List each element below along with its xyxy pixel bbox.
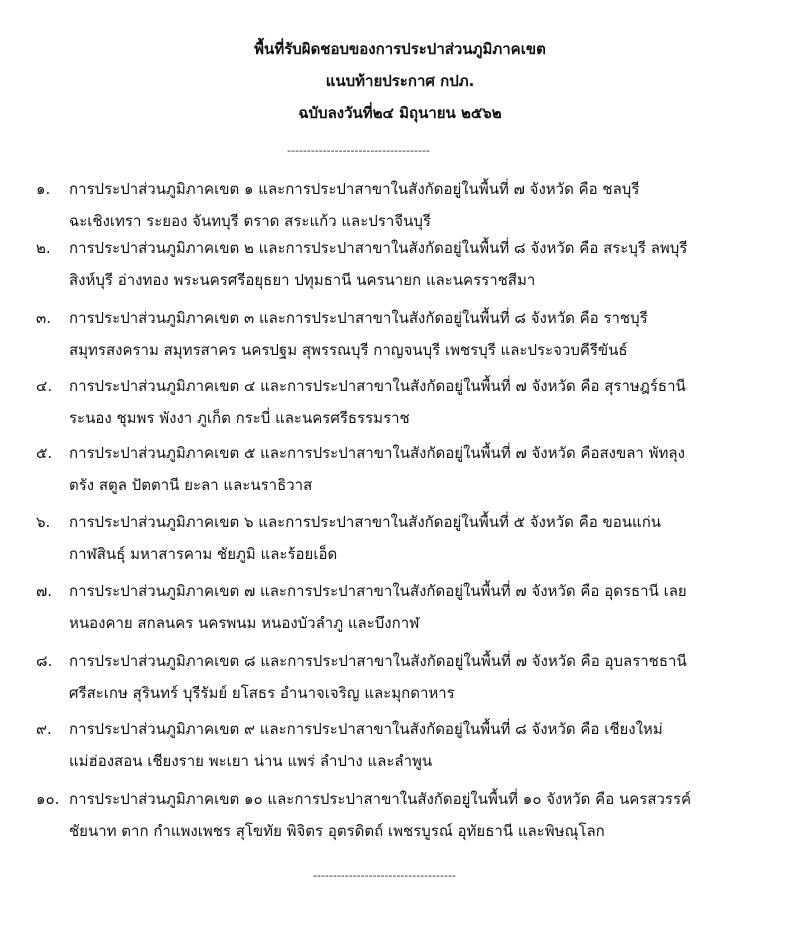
item-number: ๔. [36, 377, 53, 395]
title-line-1: พื้นที่รับผิดชอบของการประปาส่วนภูมิภาคเขต [254, 40, 546, 58]
item-line-2: หนองคาย สกลนคร นครพนม หนองบัวลำภู และบึงกาฬ [69, 614, 420, 632]
item-number: ๖. [36, 513, 51, 531]
item-line-1: การประปาส่วนภูมิภาคเขต ๗ และการประปาสาขาในสังกัดอยู่ในพื้นที่ ๗ จังหวัด คือ อุดรธานี เลย [69, 582, 687, 600]
item-line-1: การประปาส่วนภูมิภาคเขต ๘ และการประปาสาขาในสังกัดอยู่ในพื้นที่ ๗ จังหวัด คือ อุบลราชธานี [69, 652, 687, 670]
item-line-2: ตรัง สตูล ปัตตานี ยะลา และนราธิวาส [69, 476, 313, 494]
item-line-1: การประปาส่วนภูมิภาคเขต ๓ และการประปาสาขาในสังกัดอยู่ในพื้นที่ ๘ จังหวัด คือ ราชบุรี [69, 309, 648, 327]
item-line-2: ชัยนาท ตาก กำแพงเพชร สุโขทัย พิจิตร อุตรดิตถ์ เพชรบูรณ์ อุทัยธานี และพิษณุโลก [69, 822, 605, 840]
item-number: ๕. [36, 444, 53, 462]
item-number: ๙. [36, 720, 52, 738]
item-line-1: การประปาส่วนภูมิภาคเขต ๔ และการประปาสาขาในสังกัดอยู่ในพื้นที่ ๗ จังหวัด คือ สุราษฎร์ธานี [69, 377, 686, 395]
item-number: ๗. [36, 582, 53, 600]
item-number: ๓. [36, 309, 52, 327]
item-line-1: การประปาส่วนภูมิภาคเขต ๕ และการประปาสาขาในสังกัดอยู่ในพื้นที่ ๗ จังหวัด คือสงขลา พัทลุง [69, 444, 685, 462]
item-line-2: ฉะเชิงเทรา ระยอง จันทบุรี ตราด สระแก้ว และปราจีนบุรี [69, 212, 431, 230]
item-line-2: ศรีสะเกษ สุรินทร์ บุรีรัมย์ ยโสธร อำนาจเจริญ และมุกดาหาร [69, 684, 455, 702]
item-line-1: การประปาส่วนภูมิภาคเขต ๙ และการประปาสาขาในสังกัดอยู่ในพื้นที่ ๘ จังหวัด คือ เชียงใหม่ [69, 720, 663, 738]
item-number: ๘. [36, 652, 53, 670]
item-line-1: การประปาส่วนภูมิภาคเขต ๑ และการประปาสาขาในสังกัดอยู่ในพื้นที่ ๗ จังหวัด คือ ชลบุรี [69, 180, 640, 198]
item-line-2: สิงห์บุรี อ่างทอง พระนครศรีอยุธยา ปทุมธานี นครนายก และนครราชสีมา [69, 271, 536, 289]
title-line-2: แนบท้ายประกาศ กปภ. [325, 72, 475, 90]
item-line-1: การประปาส่วนภูมิภาคเขต ๖ และการประปาสาขาในสังกัดอยู่ในพื้นที่ ๕ จังหวัด คือ ขอนแก่น [69, 513, 662, 531]
item-number: ๑. [36, 180, 51, 198]
divider-bottom: ------------------------------------ [313, 870, 456, 882]
item-line-2: สมุทรสงคราม สมุทรสาคร นครปฐม สุพรรณบุรี กาญจนบุรี เพชรบุรี และประจวบคีรีขันธ์ [69, 341, 628, 359]
title-line-3: ฉบับลงวันที่๒๔ มิถุนายน ๒๕๖๒ [298, 104, 502, 122]
item-line-1: การประปาส่วนภูมิภาคเขต ๑๐ และการประปาสาขาในสังกัดอยู่ในพื้นที่ ๑๐ จังหวัด คือ นครสวรรค์ [69, 790, 692, 808]
divider-top: ------------------------------------ [287, 145, 430, 157]
item-number: ๒. [36, 239, 51, 257]
item-line-1: การประปาส่วนภูมิภาคเขต ๒ และการประปาสาขาในสังกัดอยู่ในพื้นที่ ๘ จังหวัด คือ สระบุรี ลพบุรี [69, 239, 688, 257]
item-line-2: กาฬสินธุ์ มหาสารคาม ชัยภูมิ และร้อยเอ็ด [69, 545, 338, 563]
item-number: ๑๐. [36, 790, 60, 808]
item-line-2: ระนอง ชุมพร พังงา ภูเก็ต กระบี่ และนครศรีธรรมราช [69, 409, 410, 427]
item-line-2: แม่ฮ่องสอน เชียงราย พะเยา น่าน แพร่ ลำปาง และลำพูน [69, 752, 433, 770]
